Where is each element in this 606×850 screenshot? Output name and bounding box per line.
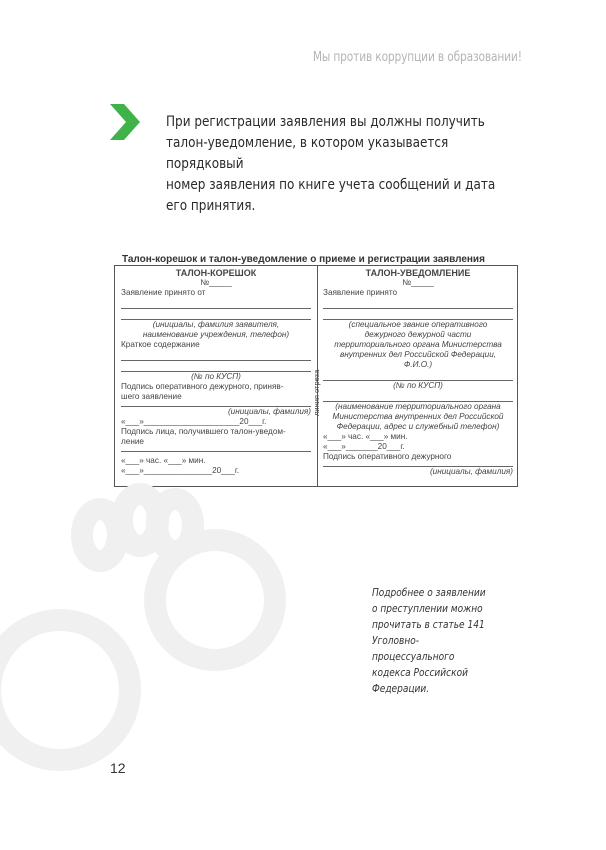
- note-line: Подробнее о заявлении: [372, 586, 486, 599]
- registration-form: [114, 265, 518, 487]
- stub-duty-sign: Подпись оперативного дежурного, приняв-: [121, 382, 284, 391]
- blank-line: [121, 309, 311, 320]
- notice-number: №_____: [402, 278, 434, 287]
- notice-org-hint: Федерации, адрес и служебный телефон): [336, 422, 500, 431]
- form-title: Талон-корешок и талон-уведомление о приеме и регистрации заявления: [122, 254, 485, 265]
- notice-initials: (инициалы, фамилия): [429, 467, 513, 476]
- blank-line: [323, 391, 513, 402]
- notice-rank-hint: (специальное звание оперативного: [348, 320, 488, 329]
- notice-kusp: (№ по КУСП): [393, 381, 443, 390]
- intro-paragraph: [166, 112, 501, 217]
- notice-heading: ТАЛОН-УВЕДОМЛЕНИЕ: [365, 268, 471, 278]
- blank-line: [121, 361, 311, 372]
- stub-number: №_____: [200, 278, 232, 287]
- note-line: Федерации.: [372, 682, 430, 695]
- blank-line: [323, 309, 513, 320]
- notice-rank-hint: территориального органа Министерства: [334, 340, 502, 349]
- page-number: 12: [110, 760, 126, 776]
- stub-initials: (инициалы, фамилия): [227, 407, 311, 416]
- blank-line: [121, 350, 311, 361]
- notice-rank-hint: дежурного дежурной части: [364, 330, 472, 339]
- note-line: кодекса Российской: [372, 666, 468, 679]
- notice-rank-hint: внутренних дел Российской Федерации,: [339, 350, 497, 359]
- intro-line: его принятия.: [166, 198, 256, 214]
- running-header: Мы против коррупции в образовании!: [313, 50, 522, 65]
- notice-org-hint: (наименование территориального органа: [335, 402, 501, 411]
- green-chevron-icon: [110, 104, 140, 140]
- note-line: Уголовно-процессуального: [372, 634, 455, 663]
- stub-receiver-sign: Подпись лица, получившего талон-уведом-: [121, 427, 286, 436]
- side-note: [372, 585, 495, 697]
- stub-column: [121, 266, 311, 476]
- notice-column: [323, 266, 513, 477]
- note-line: о преступлении можно: [372, 602, 483, 615]
- stub-date: «___»_____________________20___г.: [121, 417, 267, 426]
- notice-accepted: Заявление принято: [323, 288, 398, 297]
- stub-applicant-hint: наименование учреждения, телефон): [142, 330, 290, 339]
- stub-time: «___» час. «___» мин.: [121, 456, 206, 465]
- stub-summary-label: Краткое содержание: [121, 340, 200, 349]
- intro-line: талон-уведомление, в котором указывается порядковый: [166, 135, 449, 172]
- notice-time: «___» час. «___» мин.: [323, 432, 408, 441]
- stub-kusp: (№ по КУСП): [191, 372, 241, 381]
- stub-heading: ТАЛОН-КОРЕШОК: [175, 268, 257, 278]
- blank-line: [323, 370, 513, 381]
- cut-line-label: линия отреза: [312, 369, 321, 416]
- notice-rank-hint: Ф.И.О.): [403, 360, 433, 369]
- intro-line: При регистрации заявления вы должны получить: [166, 114, 485, 130]
- blank-line: [121, 298, 311, 309]
- stub-date-2: «___»_______________20___г.: [121, 466, 240, 475]
- intro-line: номер заявления по книге учета сообщений и дата: [166, 177, 496, 193]
- notice-date: «___»_______20___г.: [323, 442, 405, 451]
- stub-applicant-hint: (инициалы, фамилия заявителя,: [152, 320, 280, 329]
- stub-duty-sign: шего заявление: [121, 392, 182, 401]
- stub-receiver-sign: ление: [121, 437, 144, 446]
- notice-org-hint: Министерства внутренних дел Российской: [332, 412, 504, 421]
- handcuffs-watermark-icon: [0, 480, 300, 780]
- stub-accepted-from: Заявление принято от: [121, 288, 206, 297]
- note-line: прочитать в статье 141: [372, 618, 485, 631]
- notice-duty-sign: Подпись оперативного дежурного: [323, 452, 452, 461]
- blank-line: [323, 298, 513, 309]
